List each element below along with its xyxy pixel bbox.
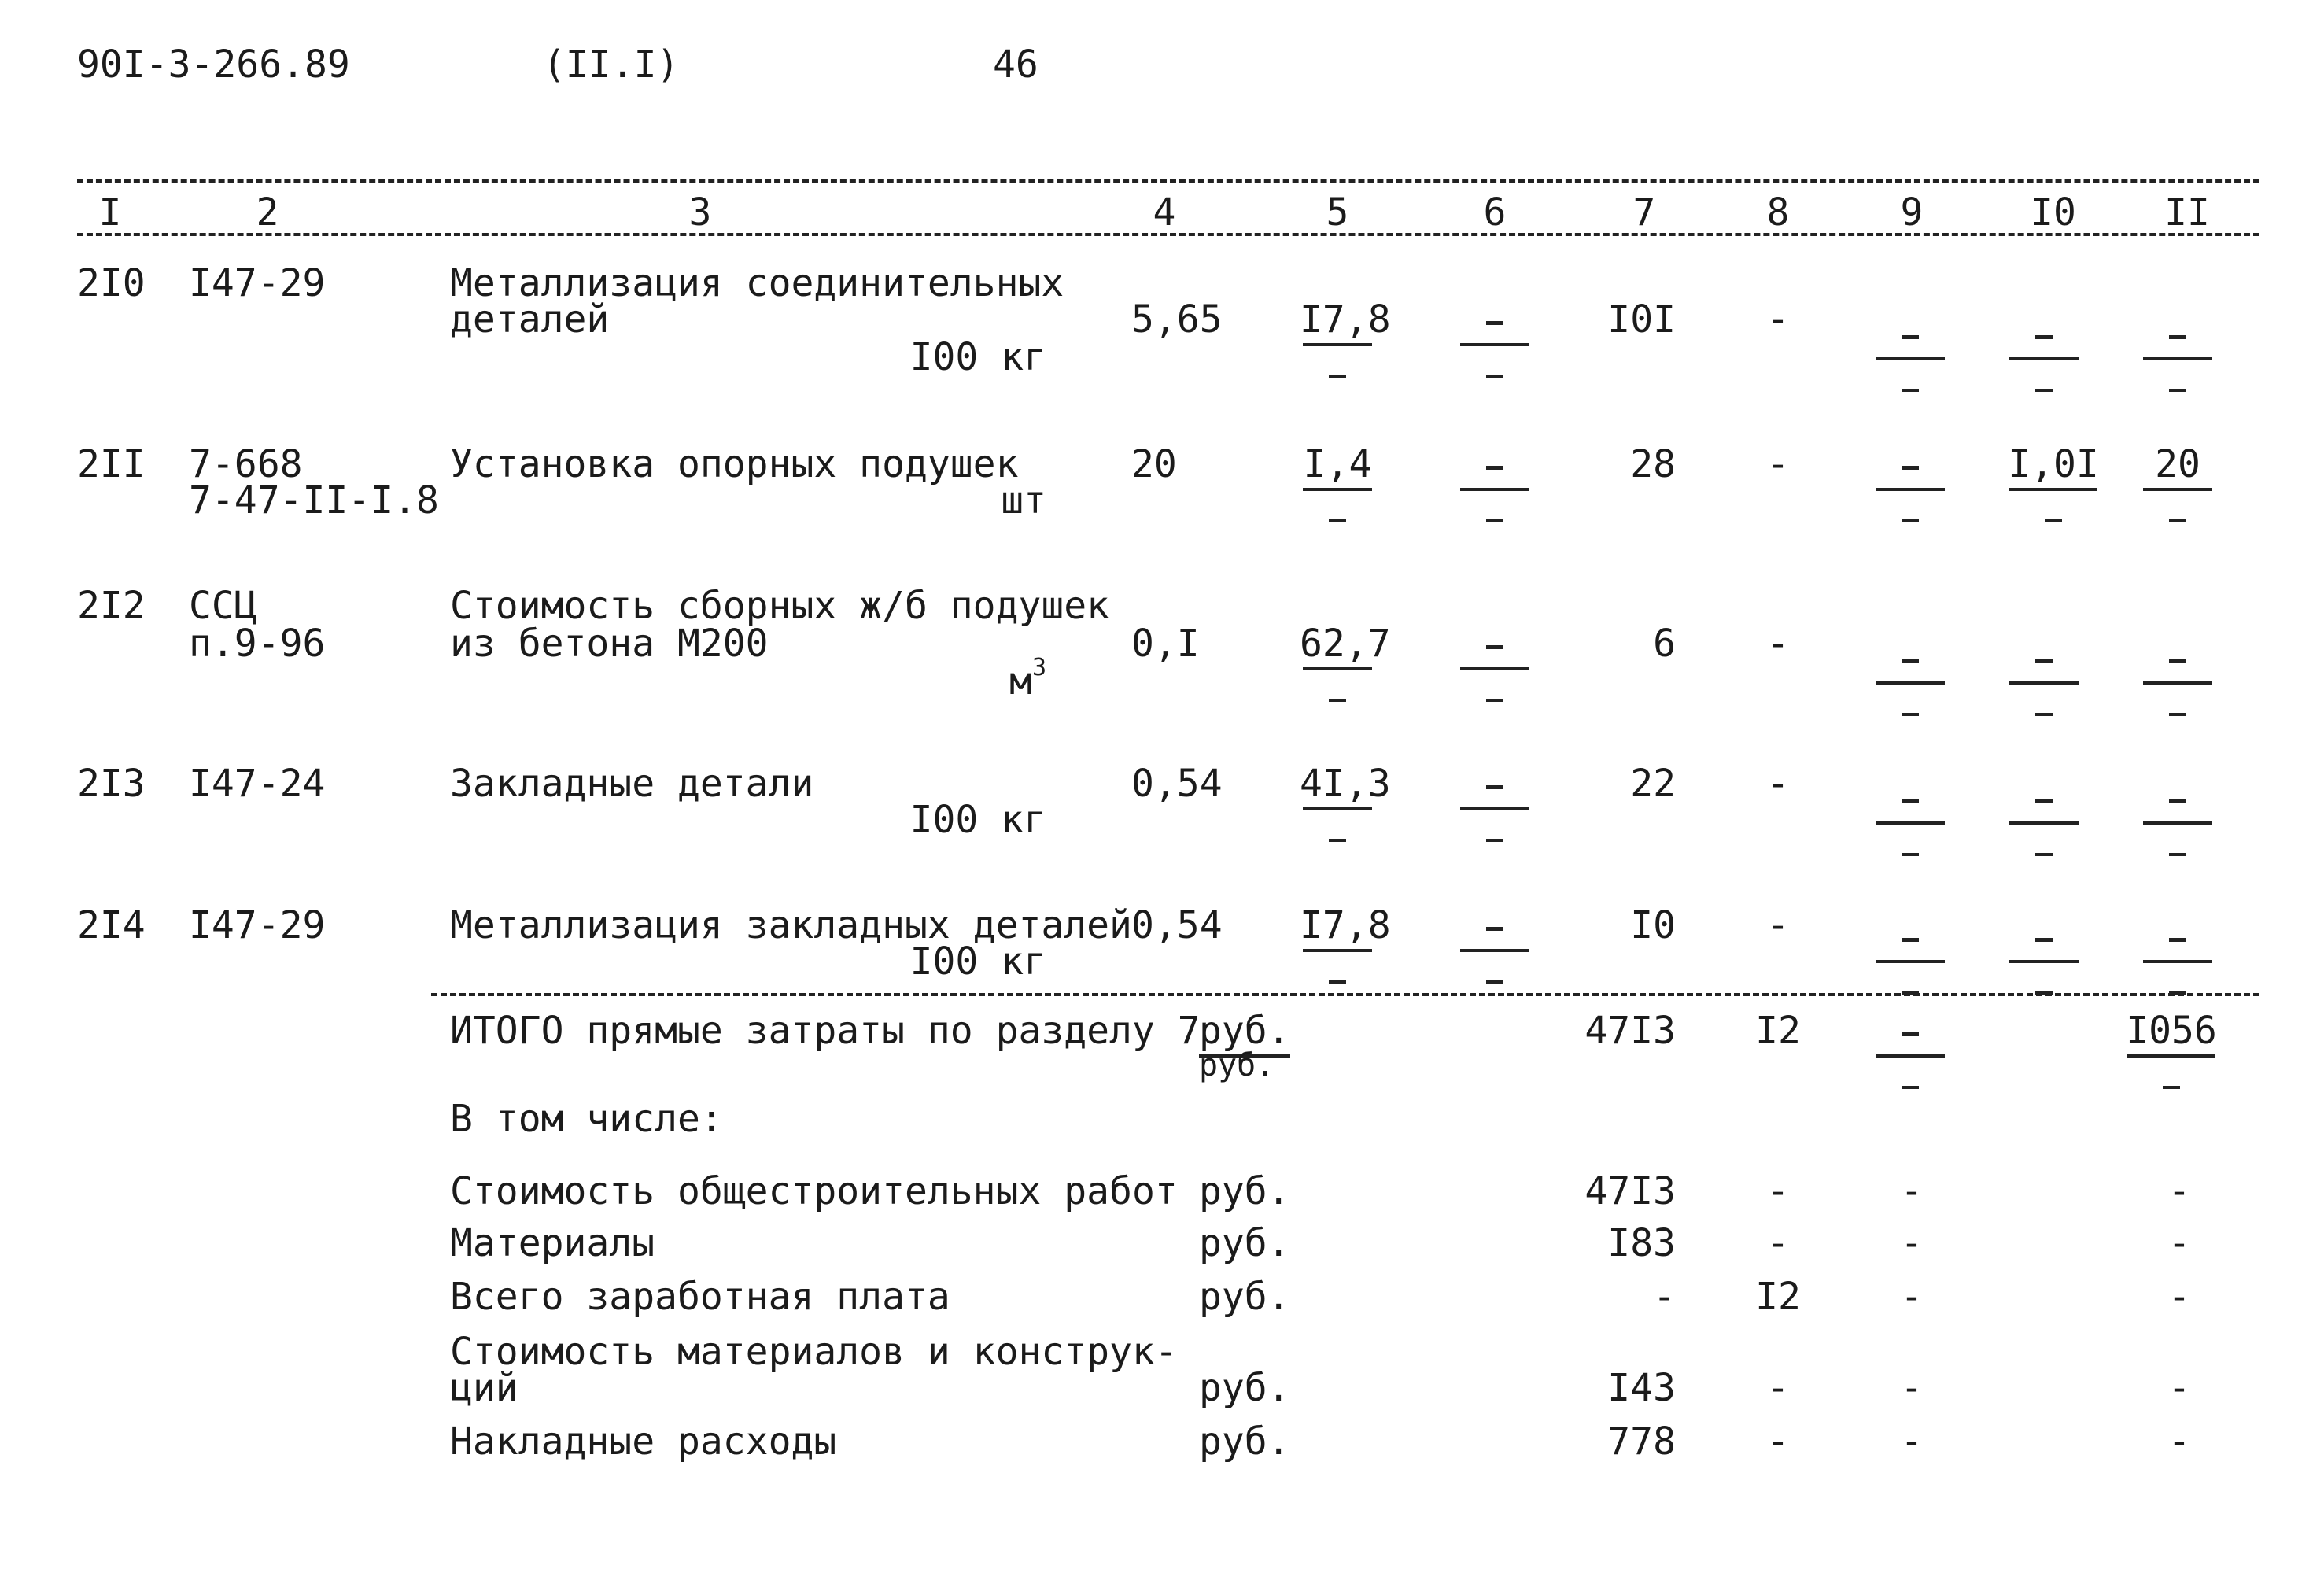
total-rule	[431, 993, 2259, 996]
rate-code: ССЦ	[189, 584, 257, 628]
work-name-line: Установка опорных подушек	[450, 442, 1019, 486]
row-number: 2I0	[77, 261, 146, 305]
empty-fraction	[2006, 639, 2082, 708]
unit: I00 кг	[909, 940, 1046, 984]
total-unit-bottom: руб.	[1199, 1047, 1275, 1083]
work-name-line: из бетона М200	[450, 622, 769, 666]
breakdown-c8: I2	[1755, 1275, 1801, 1319]
total-label: ИТОГО прямые затраты по разделу 7	[450, 1009, 1201, 1053]
row-number: 2II	[77, 442, 146, 486]
work-name-line: деталей	[450, 297, 610, 341]
rate-code: п.9-96	[189, 622, 326, 666]
work-name-line: Закладные детали	[450, 762, 814, 806]
wage-cost: -	[1766, 762, 1790, 806]
column-header-8: 8	[1766, 190, 1790, 234]
unit-cost-fraction: I7,8	[1300, 301, 1375, 370]
empty-fraction	[2140, 315, 2215, 384]
total-cost: 6	[1653, 622, 1676, 666]
column-header-9: 9	[1900, 190, 1924, 234]
unit: шт	[1001, 478, 1046, 522]
empty-fraction	[1457, 906, 1533, 976]
column-header-5: 5	[1326, 190, 1349, 234]
quantity: 0,54	[1131, 762, 1223, 806]
empty-fraction	[1457, 445, 1533, 515]
empty-fraction	[1872, 445, 1948, 515]
breakdown-c8: -	[1766, 1366, 1790, 1410]
header-top-rule	[77, 179, 2259, 183]
machine-cost-fraction: I,0I	[2006, 445, 2101, 515]
breakdown-label: Накладные расходы	[450, 1419, 837, 1464]
breakdown-c11: -	[2167, 1419, 2191, 1464]
row-number: 2I4	[77, 903, 146, 947]
work-name-line: Стоимость сборных ж/б подушек	[450, 584, 1110, 628]
total-cost: 22	[1630, 762, 1676, 806]
labor-fraction: 20	[2140, 445, 2215, 515]
column-header-11: II	[2164, 190, 2210, 234]
unit: I00 кг	[909, 798, 1046, 842]
rate-code: 7-668	[189, 442, 303, 486]
wage-cost: -	[1766, 442, 1790, 486]
empty-fraction	[2006, 315, 2082, 384]
breakdown-c9: -	[1900, 1419, 1924, 1464]
column-header-3: 3	[688, 190, 712, 234]
breakdown-unit: руб.	[1199, 1221, 1290, 1265]
empty-fraction	[2006, 917, 2082, 987]
quantity: 0,I	[1131, 622, 1200, 666]
breakdown-c9: -	[1900, 1366, 1924, 1410]
column-header-2: 2	[256, 190, 279, 234]
column-header-10: I0	[2031, 190, 2076, 234]
breakdown-c8: -	[1766, 1221, 1790, 1265]
breakdown-unit: руб.	[1199, 1366, 1290, 1410]
breakdown-c7: I43	[1607, 1366, 1676, 1410]
section-number: (II.I)	[543, 42, 680, 87]
quantity: 5,65	[1131, 297, 1223, 341]
breakdown-c11: -	[2167, 1275, 2191, 1319]
column-header-7: 7	[1632, 190, 1656, 234]
unit-cost-fraction: 62,7	[1300, 625, 1375, 694]
empty-fraction	[2140, 917, 2215, 987]
empty-fraction	[1872, 1012, 1948, 1081]
breakdown-c9: -	[1900, 1169, 1924, 1213]
breakdown-c7: I83	[1607, 1221, 1676, 1265]
breakdown-label: Всего заработная плата	[450, 1275, 950, 1319]
total-wage: I2	[1755, 1009, 1801, 1053]
breakdown-unit: руб.	[1199, 1275, 1290, 1319]
breakdown-c8: -	[1766, 1419, 1790, 1464]
work-name-line: Металлизация закладных деталей	[450, 903, 1132, 947]
unit: $м^3$	[1009, 654, 1046, 703]
empty-fraction	[1872, 315, 1948, 384]
breakdown-c11: -	[2167, 1221, 2191, 1265]
empty-fraction	[2006, 779, 2082, 848]
wage-cost: -	[1766, 622, 1790, 666]
unit-cost-fraction: 4I,3	[1300, 765, 1375, 834]
breakdown-c8: -	[1766, 1169, 1790, 1213]
empty-fraction	[1457, 301, 1533, 370]
empty-fraction	[1457, 765, 1533, 834]
empty-fraction	[1872, 917, 1948, 987]
breakdown-label: Стоимость общестроительных работ	[450, 1169, 1178, 1213]
breakdown-c9: -	[1900, 1275, 1924, 1319]
breakdown-label: Стоимость материалов и конструк-	[450, 1330, 1178, 1374]
column-header-4: 4	[1153, 190, 1176, 234]
total-cost: I0I	[1607, 297, 1676, 341]
quantity: 20	[1131, 442, 1177, 486]
breakdown-label: Материалы	[450, 1221, 655, 1265]
breakdown-unit: руб.	[1199, 1419, 1290, 1464]
breakdown-c11: -	[2167, 1169, 2191, 1213]
unit: I00 кг	[909, 335, 1046, 379]
total-labor-fraction: I056	[2124, 1012, 2219, 1081]
including-label: В том числе:	[450, 1097, 723, 1141]
unit-cost-fraction: I,4	[1300, 445, 1375, 515]
rate-code: I47-24	[189, 762, 326, 806]
unit-cost-fraction: I7,8	[1300, 906, 1375, 976]
page-number: 46	[993, 42, 1038, 87]
rate-code: I47-29	[189, 903, 326, 947]
breakdown-unit: руб.	[1199, 1169, 1290, 1213]
quantity: 0,54	[1131, 903, 1223, 947]
row-number: 2I3	[77, 762, 146, 806]
total-cost: 28	[1630, 442, 1676, 486]
empty-fraction	[1457, 625, 1533, 694]
breakdown-c7: 778	[1607, 1419, 1676, 1464]
empty-fraction	[1872, 639, 1948, 708]
breakdown-c7: 47I3	[1584, 1169, 1676, 1213]
wage-cost: -	[1766, 903, 1790, 947]
row-number: 2I2	[77, 584, 146, 628]
column-header-6: 6	[1483, 190, 1507, 234]
wage-cost: -	[1766, 297, 1790, 341]
document-code: 90I-3-266.89	[77, 42, 350, 87]
rate-code: 7-47-II-I.8	[189, 478, 439, 522]
empty-fraction	[2140, 639, 2215, 708]
breakdown-c11: -	[2167, 1366, 2191, 1410]
empty-fraction	[1872, 779, 1948, 848]
column-header-1: I	[98, 190, 122, 234]
total-cost: I0	[1630, 903, 1676, 947]
total-unit-top: руб.	[1199, 1012, 1290, 1050]
breakdown-c7: -	[1653, 1275, 1676, 1319]
work-name-line: Металлизация соединительных	[450, 261, 1064, 305]
total-direct-cost: 47I3	[1584, 1009, 1676, 1053]
empty-fraction	[2140, 779, 2215, 848]
breakdown-c9: -	[1900, 1221, 1924, 1265]
rate-code: I47-29	[189, 261, 326, 305]
breakdown-label: ций	[450, 1366, 518, 1410]
